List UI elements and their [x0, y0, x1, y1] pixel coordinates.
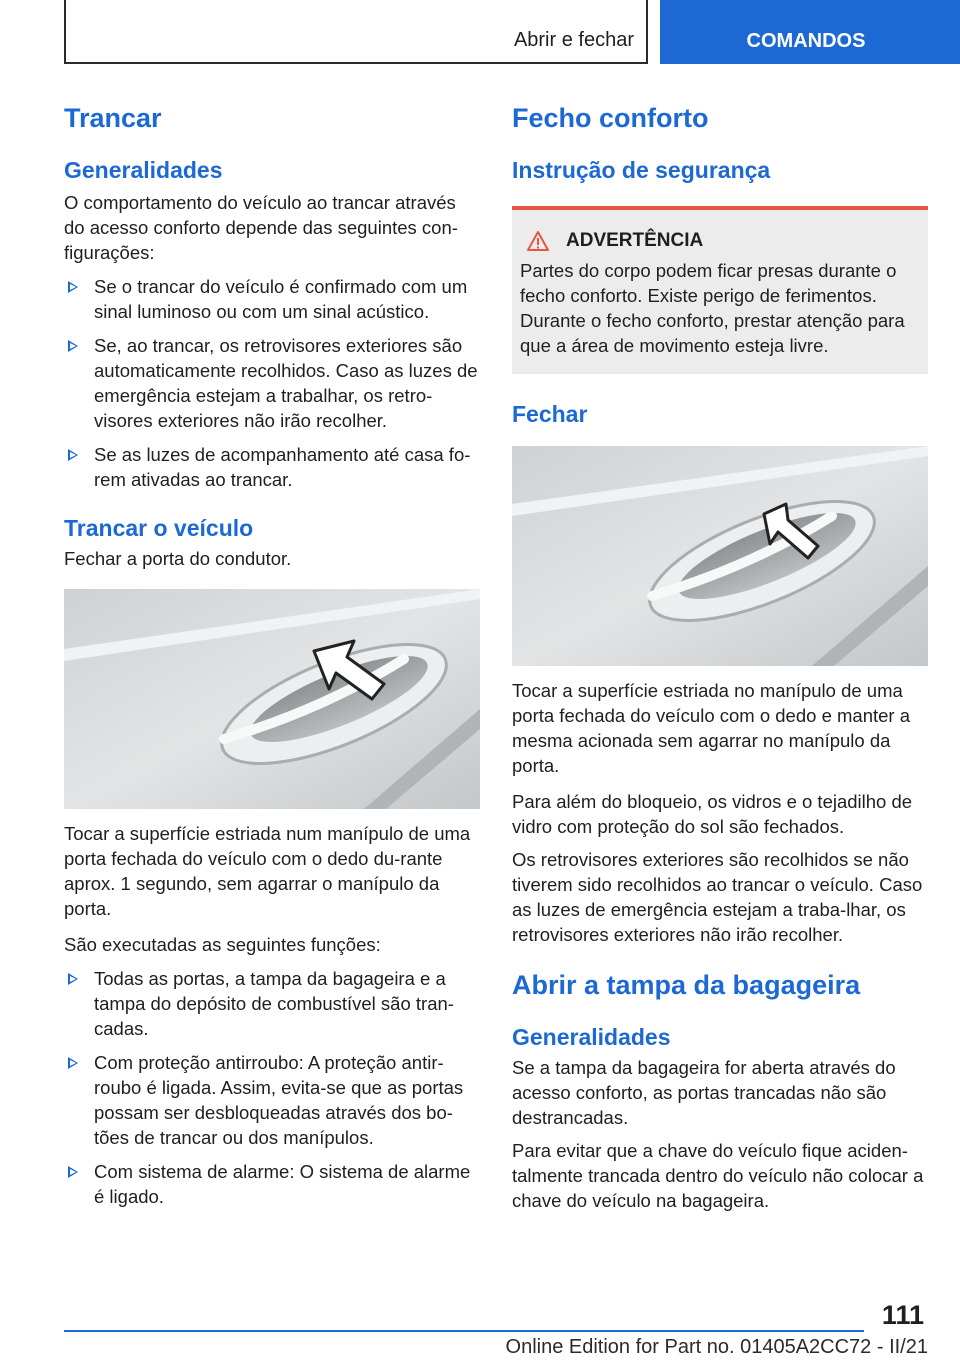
heading-fechar: Fechar: [512, 401, 588, 427]
list-item: [64, 1050, 480, 1150]
paragraph-retrovisores: Os retrovisores exteriores são recolhidos se não tiverem sido recolhidos ao trancar o veículo. Caso as luzes de emergência estejam a traba‐lhar, os retrovisores exteriores não irão recolher.: [512, 849, 923, 945]
door-handle-illustration: [64, 589, 480, 809]
header-chapter-tab: [660, 0, 960, 64]
bullet-triangle-icon: [68, 1057, 78, 1069]
caption-left: Tocar a superfície estriada num manípulo de uma porta fechada do veículo com o dedo du‐rante aprox. 1 segundo, sem agarrar o manípulo da porta.: [64, 823, 471, 919]
right-column: [512, 100, 928, 1213]
header-section-title: Abrir e fechar: [513, 29, 634, 51]
left-column: [64, 100, 480, 1209]
list-item: [64, 966, 480, 1041]
bullet-triangle-icon: [68, 340, 78, 352]
heading-generalidades: Generalidades: [64, 157, 223, 183]
list-item: [64, 333, 480, 433]
bullet-text: Todas as portas, a tampa da bagageira e a tampa do depósito de combustível são tran‐cadas.: [94, 968, 454, 1039]
paragraph-chave: Para evitar que a chave do veículo fique aciden‐talmente trancada dentro do veículo não colocar a chave do veículo na bagageira.: [512, 1140, 924, 1211]
paragraph-tampa: Se a tampa da bagageira for aberta através do acesso conforto, as portas trancadas não são destrancadas.: [512, 1057, 896, 1128]
warning-triangle-icon: [526, 230, 550, 252]
bullet-text: Com sistema de alarme: O sistema de alarme é ligado.: [94, 1161, 471, 1207]
page-number: 111: [881, 1300, 924, 1330]
caption-right: Tocar a superfície estriada no manípulo de uma porta fechada do veículo com o dedo e manter a mesma acionada sem agarrar no manípulo da porta.: [512, 680, 911, 776]
warning-text: Partes do corpo podem ficar presas durante o fecho conforto. Existe perigo de ferimentos. Durante o fecho conforto, prestar atenção para que a área de movimento esteja livre.: [520, 260, 905, 356]
list-item: [64, 442, 480, 492]
heading-abrir-tampa: Abrir a tampa da bagageira: [512, 970, 861, 1000]
heading-trancar: Trancar: [64, 103, 162, 133]
header-section-box: [64, 0, 648, 64]
heading-fecho-conforto: Fecho conforto: [512, 103, 709, 133]
footer-edition: Online Edition for Part no. 01405A2CC72 - II/21: [505, 1336, 928, 1358]
door-handle-photo: [64, 589, 480, 809]
bullet-text: Se as luzes de acompanhamento até casa fo‐rem ativadas ao trancar.: [94, 444, 471, 490]
bullet-triangle-icon: [68, 973, 78, 985]
warning-box: [512, 206, 928, 374]
header-chapter-title: COMANDOS: [746, 30, 866, 52]
config-bullet-list: [64, 274, 480, 492]
heading-generalidades-2: Generalidades: [512, 1024, 671, 1050]
door-handle-photo: [512, 446, 928, 666]
door-handle-illustration: [512, 446, 928, 666]
bullet-text: Se, ao trancar, os retrovisores exteriores são automaticamente recolhidos. Caso as luzes de emergência estejam a trabalhar, os retro‐visores exteriores não irão recolher.: [94, 335, 478, 431]
heading-trancar-veiculo: Trancar o veículo: [64, 515, 254, 541]
list-item: [64, 274, 480, 324]
bullet-triangle-icon: [68, 449, 78, 461]
functions-bullet-list: [64, 966, 480, 1209]
paragraph-bloqueio: Para além do bloqueio, os vidros e o tejadilho de vidro com proteção do sol são fechados.: [512, 791, 913, 837]
list-item: [64, 1159, 480, 1209]
warning-header: [520, 230, 918, 252]
step-text: Fechar a porta do condutor.: [64, 548, 292, 569]
bullet-triangle-icon: [68, 1166, 78, 1178]
heading-instrucao-seguranca: Instrução de segurança: [512, 157, 771, 183]
bullet-text: Com proteção antirroubo: A proteção antir‐roubo é ligada. Assim, evita-se que as portas possam ser desbloqueadas através dos bo‐tões de trancar ou dos manípulos.: [94, 1052, 464, 1148]
warning-label: ADVERTÊNCIA: [566, 230, 704, 251]
intro-paragraph: O comportamento do veículo ao trancar através do acesso conforto depende das seguintes con‐figurações:: [64, 192, 458, 263]
footer-divider: [64, 1330, 864, 1332]
bullet-text: Se o trancar do veículo é confirmado com um sinal luminoso ou com um sinal acústico.: [94, 276, 468, 322]
bullet-triangle-icon: [68, 281, 78, 293]
functions-intro: São executadas as seguintes funções:: [64, 934, 381, 955]
